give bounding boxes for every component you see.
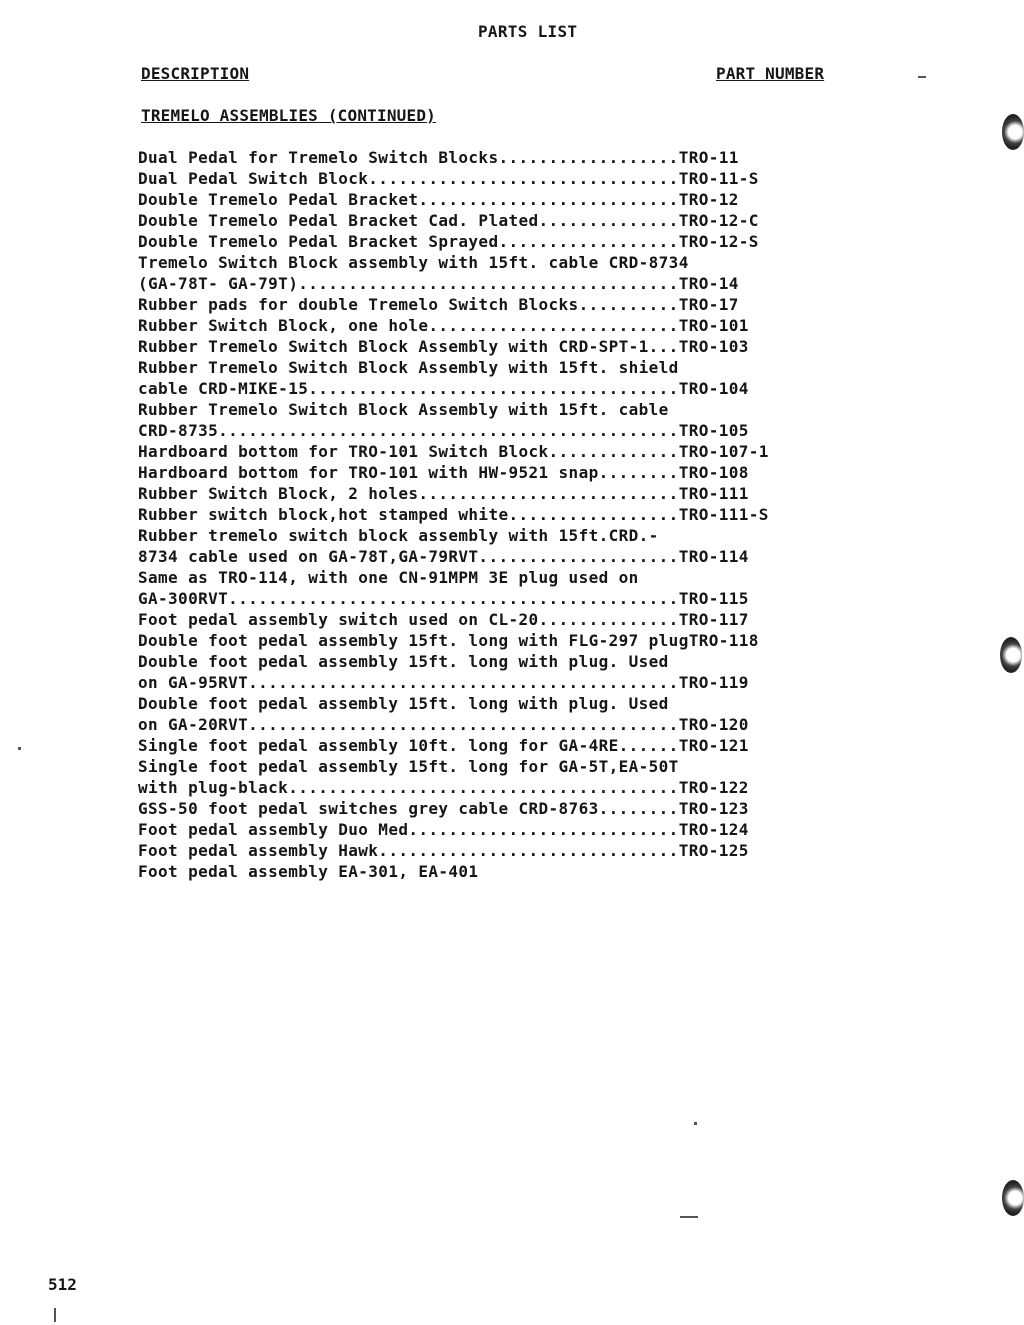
parts-list-line: CRD-8735..............................................TRO-105 [138,421,749,440]
parts-list-line: Double Tremelo Pedal Bracket..........................TRO-12 [138,190,739,209]
scan-speck [918,76,926,78]
section-title: TREMELO ASSEMBLIES (CONTINUED) [141,106,436,125]
punch-hole-bottom [1002,1180,1024,1216]
scan-speck [54,1308,56,1322]
punch-hole-middle [1000,637,1022,673]
parts-list-line: on GA-95RVT...........................................TRO-119 [138,673,749,692]
parts-list-line: Rubber switch block,hot stamped white.................TRO-111-S [138,505,769,524]
parts-list-line: Foot pedal assembly Hawk..............................TRO-125 [138,841,749,860]
description-column-header: DESCRIPTION [141,64,250,83]
parts-list-line: Single foot pedal assembly 15ft. long for GA-5T,EA-50T [138,757,679,776]
parts-list-line: with plug-black.......................................TRO-122 [138,778,749,797]
parts-list-line: Hardboard bottom for TRO-101 Switch Block.............TRO-107-1 [138,442,769,461]
parts-list-line: Foot pedal assembly switch used on CL-20..............TRO-117 [138,610,749,629]
parts-list-line: GA-300RVT.............................................TRO-115 [138,589,749,608]
parts-list-line: Double foot pedal assembly 15ft. long with plug. Used [138,652,669,671]
parts-list-line: Rubber Tremelo Switch Block Assembly with CRD-SPT-1...TRO-103 [138,337,749,356]
parts-list-line: on GA-20RVT...........................................TRO-120 [138,715,749,734]
parts-list-line: Rubber tremelo switch block assembly with 15ft.CRD.- [138,526,659,545]
parts-list-line: Rubber Tremelo Switch Block Assembly with 15ft. shield [138,358,679,377]
parts-list-line: Dual Pedal Switch Block...............................TRO-11-S [138,169,759,188]
parts-list-line: Hardboard bottom for TRO-101 with HW-9521 snap........TRO-108 [138,463,749,482]
page-number: 512 [48,1275,77,1294]
parts-list-line: Foot pedal assembly EA-301, EA-401 [138,862,479,881]
punch-hole-top [1002,114,1024,150]
parts-list-line: Same as TRO-114, with one CN-91MPM 3E plug used on [138,568,639,587]
scan-speck [18,747,21,750]
parts-list-line: GSS-50 foot pedal switches grey cable CRD-8763........TRO-123 [138,799,749,818]
scan-speck [680,1216,698,1218]
parts-list [138,147,769,882]
parts-list-line: Dual Pedal for Tremelo Switch Blocks..................TRO-11 [138,148,739,167]
parts-list-line: Rubber Tremelo Switch Block Assembly with 15ft. cable [138,400,669,419]
parts-list-line: Double foot pedal assembly 15ft. long with plug. Used [138,694,669,713]
parts-list-line: Double Tremelo Pedal Bracket Sprayed..................TRO-12-S [138,232,759,251]
parts-list-line: Foot pedal assembly Duo Med...........................TRO-124 [138,820,749,839]
parts-list-line: Rubber Switch Block, 2 holes..........................TRO-111 [138,484,749,503]
parts-list-line: 8734 cable used on GA-78T,GA-79RVT....................TRO-114 [138,547,749,566]
scan-speck [694,1122,697,1125]
parts-list-line: cable CRD-MIKE-15.....................................TRO-104 [138,379,749,398]
part-number-column-header: PART NUMBER [716,64,825,83]
parts-list-line: (GA-78T- GA-79T)......................................TRO-14 [138,274,739,293]
parts-list-line: Tremelo Switch Block assembly with 15ft. cable CRD-8734 [138,253,689,272]
parts-list-line: Rubber Switch Block, one hole.........................TRO-101 [138,316,749,335]
parts-list-line: Double Tremelo Pedal Bracket Cad. Plated..............TRO-12-C [138,211,759,230]
page-title: PARTS LIST [478,22,578,41]
parts-list-line: Double foot pedal assembly 15ft. long with FLG-297 plugTRO-118 [138,631,759,650]
parts-list-line: Rubber pads for double Tremelo Switch Blocks..........TRO-17 [138,295,739,314]
parts-list-line: Single foot pedal assembly 10ft. long for GA-4RE......TRO-121 [138,736,749,755]
